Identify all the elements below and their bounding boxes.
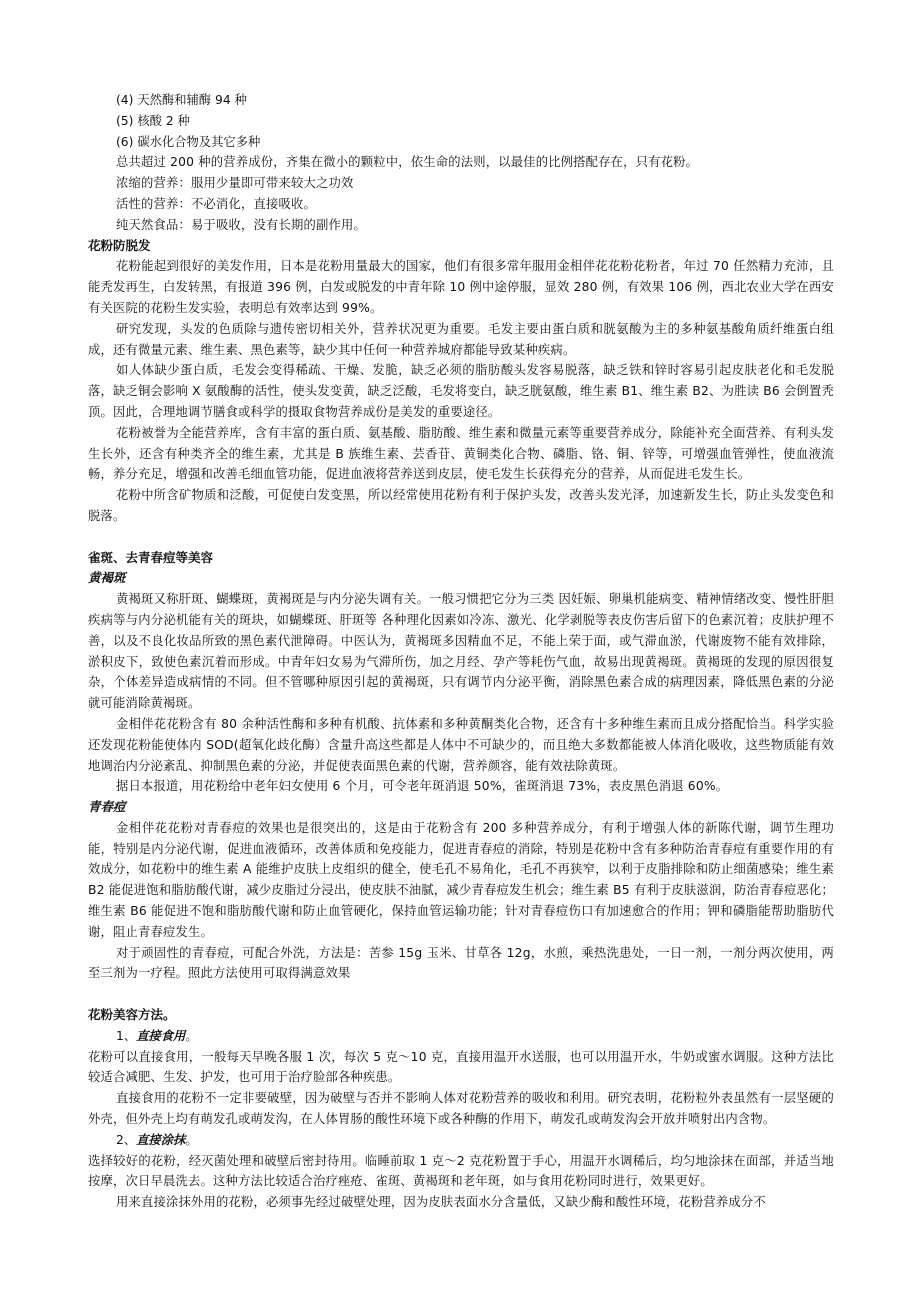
list-item: (6) 碳水化合物及其它多种 <box>116 134 261 149</box>
section-heading-beauty: 雀斑、去青春痘等美容 <box>88 549 214 565</box>
list-item: (5) 核酸 2 种 <box>116 113 190 128</box>
paragraph: 金相伴花花粉对青春痘的效果也是很突出的，这是由于花粉含有 200 多种营养成分，有利于增强人体的新陈代谢，调节生理功能，特别是内分泌代谢，促进血液循环，改善体质和免疫能力，促进青春痘的消除，特别是花粉中含有多种防治青春痘有重要作用的有效成分，如花粉中的维生素 A 能维护皮肤上皮组织的健全，使毛孔不易角化，毛孔不再狭窄，以利于皮脂排除和防止细菌感染；维生素 B2 能促进饱和脂肪酸代谢，减少皮脂过分浸出，使皮肤不油腻，减少青春痘发生机会；维生素 B5 有利于皮肤滋润，防治青春痘恶化；维生素 B6 能促进不饱和脂肪酸代谢和防止血管硬化，保持血管运输功能；针对青春痘伤口有加速愈合的作用；钾和磷脂能帮助脂肪代谢，阻止青春痘发生。 <box>88 820 834 939</box>
paragraph: 金相伴花花粉含有 80 余种活性酶和多种有机酸、抗体素和多种黄酮类化合物，还含有十多种维生素而且成分搭配恰当。科学实验还发现花粉能使体内 SOD(超氧化歧化酶）含量升高这些都是人体中不可缺少的，而且绝大多数都能被人体消化吸收，这些物质能有效地调治内分泌紊乱、抑制黑色素的分泌，并促使表面黑色素的代谢，营养颜容，能有效祛除黄斑。 <box>88 716 834 773</box>
paragraph: 纯天然食品：易于吸收，没有长期的副作用。 <box>116 217 366 232</box>
section-heading-hair: 花粉防脱发 <box>88 237 151 253</box>
paragraph: 总共超过 200 种的营养成份，齐集在微小的颗粒中，依生命的法则，以最佳的比例搭配存在，只有花粉。 <box>116 155 699 170</box>
paragraph: 活性的营养：不必消化，直接吸收。 <box>116 196 316 211</box>
paragraph: 对于顽固性的青春痘，可配合外洗，方法是：苦参 15g 玉米、甘草各 12g，水煎，乘热洗患处，一日一剂，一剂分两次使用，两至三剂为一疗程。照此方法使用可取得满意效果 <box>88 945 834 981</box>
section-heading-methods: 花粉美容方法。 <box>88 1007 176 1023</box>
paragraph: 花粉可以直接食用，一般每天早晚各服 1 次，每次 5 克～10 克，直接用温开水送服，也可以用温开水，牛奶或蜜水调服。这种方法比较适合减肥、生发、护发，也可用于治疗脸部各种疾患。 <box>88 1049 834 1085</box>
paragraph: 花粉被誉为全能营养库，含有丰富的蛋白质、氨基酸、脂肪酸、维生素和微量元素等重要营养成分，除能补充全面营养、有利头发生长外，还含有种类齐全的维生素，尤其是 B 族维生素、芸香苷、黄铜类化合物、磷脂、铬、铜、锌等，可增强血管弹性，使血液流畅，养分充足，增强和改善毛细血管功能，促进血液将营养送到皮层，使毛发生长获得充分的营养，从而促进毛发生长。 <box>88 425 834 482</box>
method-number: 1、 <box>116 1028 137 1043</box>
method-suffix: 。 <box>185 1028 198 1043</box>
method-title: 直接涂抹 <box>136 1132 186 1147</box>
paragraph: 直接食用的花粉不一定非要破壁，因为破壁与否并不影响人体对花粉营养的吸收和利用。研究表明，花粉粒外表虽然有一层坚硬的外壳，但外壳上均有萌发孔或萌发沟，在人体胃肠的酸性环境下或各种酶的作用下，萌发孔或萌发沟会开放并喷射出内含物。 <box>88 1091 834 1127</box>
document-page <box>88 90 834 1213</box>
method-suffix: 。 <box>185 1132 198 1147</box>
method-heading-apply <box>88 1130 834 1151</box>
subheading-melasma: 黄褐斑 <box>88 570 126 586</box>
nutrient-list <box>88 90 834 152</box>
paragraph: 选择较好的花粉，经灭菌处理和破壁后密封待用。临睡前取 1 克～2 克花粉置于手心，用温开水调稀后，均匀地涂抹在面部，并适当地按摩，次日早晨洗去。这种方法比较适合治疗痤疮、雀斑、黄褐斑和老年斑，如与食用花粉同时进行，效果更好。 <box>88 1153 834 1189</box>
paragraph: 据日本报道，用花粉给中老年妇女使用 6 个月，可令老年斑消退 50%，雀斑消退 73%，表皮黑色消退 60%。 <box>116 779 729 794</box>
method-number: 2、 <box>116 1132 137 1147</box>
paragraph: 花粉中所含矿物质和泛酸，可促使白发变黑，所以经常使用花粉有利于保护头发，改善头发光泽，加速新发生长，防止头发变色和脱落。 <box>88 488 834 523</box>
subheading-acne: 青春痘 <box>88 799 126 815</box>
method-heading-eat <box>88 1026 834 1047</box>
paragraph: 如人体缺少蛋白质，毛发会变得稀疏、干燥、发脆，缺乏必须的脂肪酸头发容易脱落，缺乏铁和锌时容易引起皮肤老化和毛发脱落，缺乏铜会影响 X 氨酸酶的活性，使头发变黄，缺乏泛酸，毛发将变白，缺乏胱氨酸，维生素 B1、维生素 B2、为胜读 B6 会倒置秃顶。因此，合理地调节膳食或科学的摄取食物营养成份是美发的重要途径。 <box>88 363 834 419</box>
paragraph: 用来直接涂抹外用的花粉，必须事先经过破壁处理，因为皮肤表面水分含量低，又缺少酶和酸性环境，花粉营养成分不 <box>116 1195 766 1210</box>
spacer <box>88 984 834 1005</box>
paragraph: 黄褐斑又称肝斑、蝴蝶斑，黄褐斑是与内分泌失调有关。一般习惯把它分为三类 因妊娠、卵巢机能病变、精神情绪改变、慢性肝胆疾病等与内分泌机能有关的斑块，如蝴蝶斑、肝斑等 各种理化因素如冷冻、激光、化学剥脱等表皮伤害后留下的色素沉着；皮肤护理不善，以及不良化妆品所致的黑色素代泄障碍。中医认为，黄褐斑多因精血不足，不能上荣于面，或气滞血淤，代谢废物不能有效排除，淤积皮下，致使色素沉着而形成。中青年妇女易为气滞所伤，加之月经、孕产等耗伤气血，故易出现黄褐斑。黄褐斑的发现的原因很复杂，个体差异造成病情的不同。但不管哪种原因引起的黄褐斑，只有调节内分泌平衡，消除黑色素合成的病理因素，降低黑色素的分泌就可能消除黄褐斑。 <box>88 592 834 711</box>
list-item: (4) 天然酶和辅酶 94 种 <box>116 93 247 107</box>
paragraph: 研究发现，头发的色质除与遗传密切相关外，营养状况更为重要。毛发主要由蛋白质和胱氨酸为主的多种氨基酸角质纤维蛋白组成，还有微量元素、维生素、黑色素等，缺少其中任何一种营养城府都能导致某种疾病。 <box>88 321 834 357</box>
spacer <box>88 527 834 548</box>
paragraph: 浓缩的营养：服用少量即可带来较大之功效 <box>116 176 354 191</box>
method-title: 直接食用 <box>136 1028 186 1043</box>
paragraph: 花粉能起到很好的美发作用，日本是花粉用量最大的国家，他们有很多常年服用金相伴花花粉花粉者，年过 70 任然精力充沛，且能秃发再生，白发转黑，有报道 396 例，白发或脱发的中青年除 10 例中途停服，显效 280 例，有效果 106 例，西北农业大学在西安有关医院的花粉生发实验，表明总有效率达到 99%。 <box>88 259 834 315</box>
